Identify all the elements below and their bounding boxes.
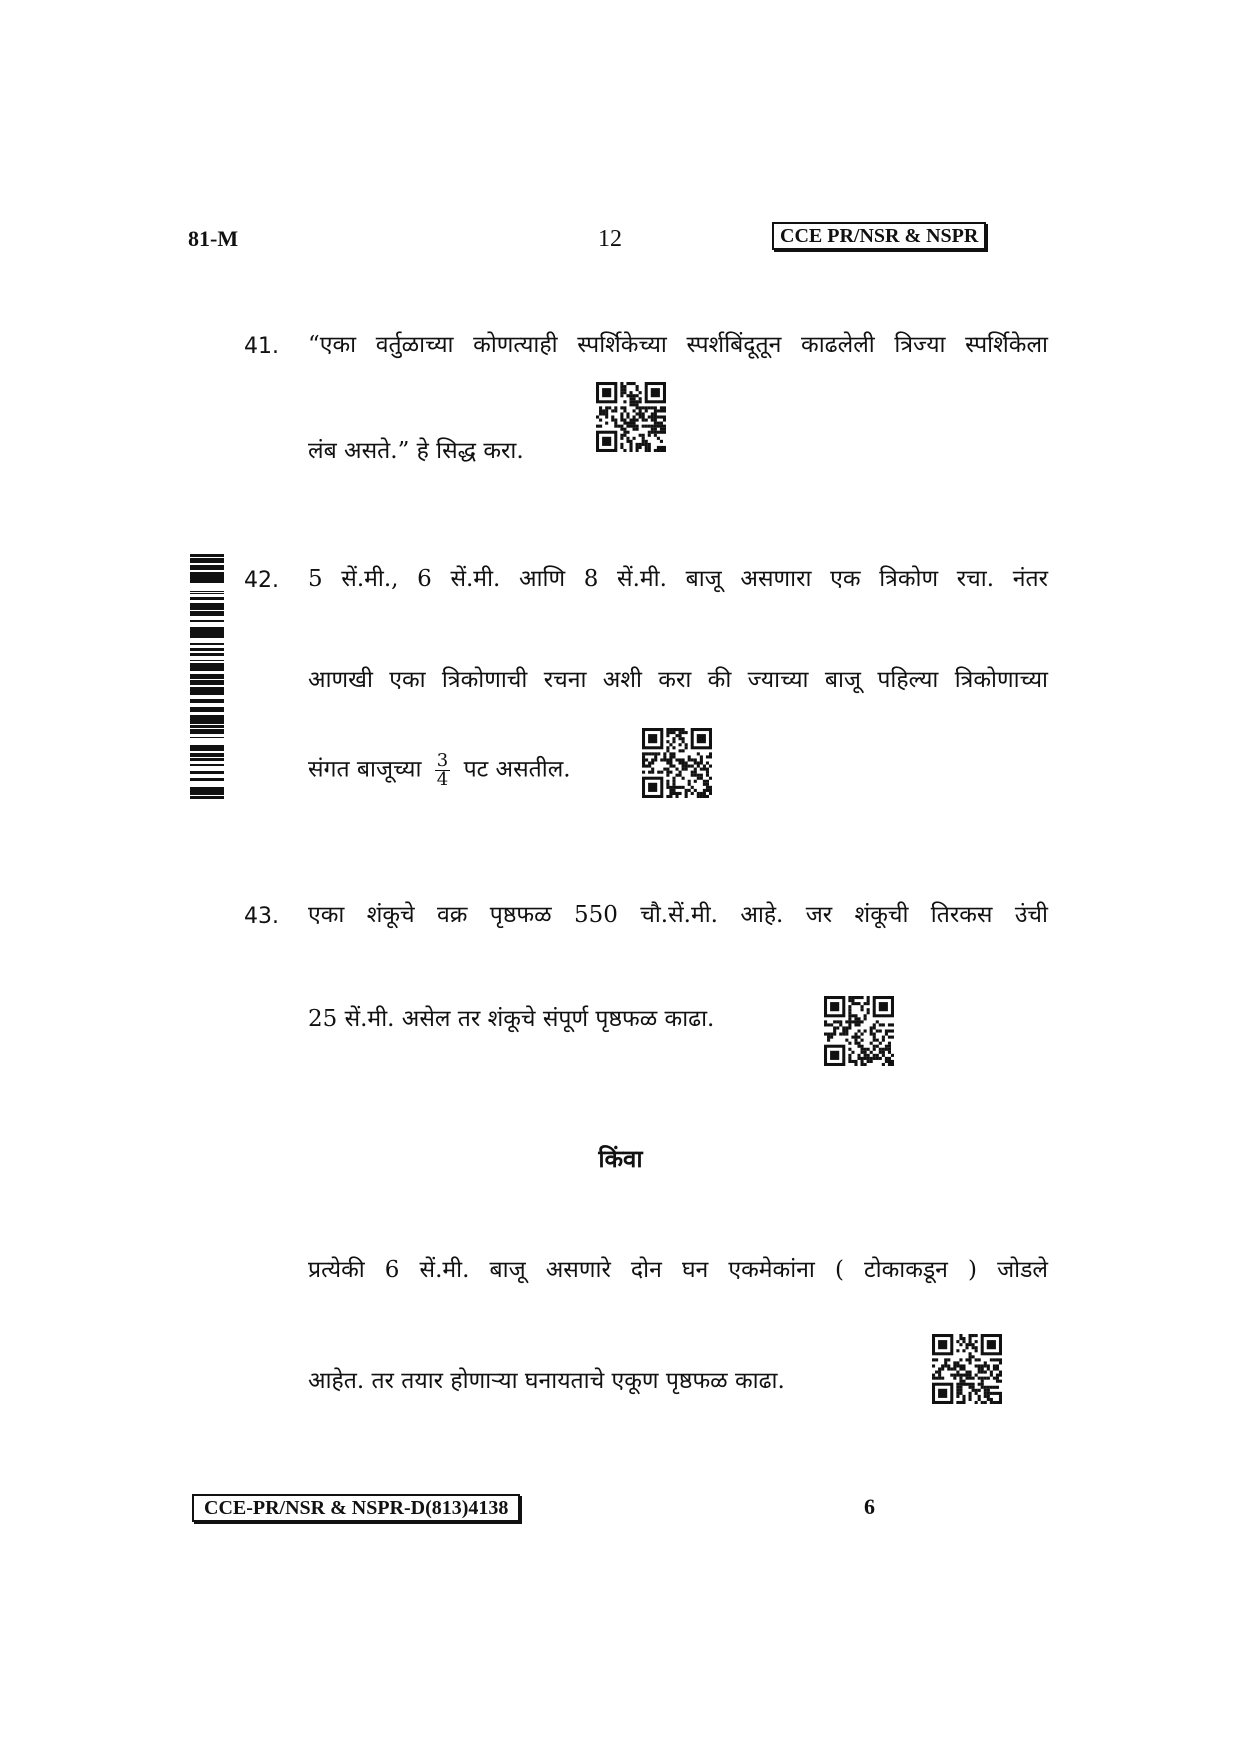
- qr-code-icon: [642, 728, 712, 798]
- question-43-line-1: एका शंकूचे वक्र पृष्ठफळ 550 चौ.सें.मी. आहे. जर शंकूची तिरकस उंची: [308, 902, 1048, 928]
- fraction-denominator: 4: [436, 769, 449, 790]
- header-page-number: 12: [598, 226, 622, 252]
- barcode-icon: [190, 553, 224, 799]
- footer-number: 6: [864, 1494, 875, 1519]
- alternative-line-1: प्रत्येकी 6 सें.मी. बाजू असणारे दोन घन एकमेकांना ( टोकाकडून ) जोडले: [308, 1257, 1048, 1283]
- question-42-line-3-before: संगत बाजूच्या: [308, 756, 422, 783]
- header-exam-code: CCE PR/NSR & NSPR: [772, 222, 986, 250]
- alternative-line-2: आहेत. तर तयार होणाऱ्या घनायताचे एकूण पृष्ठफळ काढा.: [308, 1368, 785, 1394]
- fraction-numerator: 3: [436, 750, 449, 771]
- question-42-line-3-after: पट असतील.: [463, 756, 571, 783]
- question-42-number: 42.: [244, 568, 279, 593]
- header-paper-code: 81-M: [188, 226, 239, 251]
- qr-code-icon: [932, 1334, 1002, 1404]
- question-42-line-2: आणखी एका त्रिकोणाची रचना अशी करा की ज्याच्या बाजू पहिल्या त्रिकोणाच्या: [308, 667, 1048, 693]
- or-separator: किंवा: [598, 1144, 643, 1173]
- fraction-three-quarters: [435, 752, 450, 789]
- question-43-line-2: 25 सें.मी. असेल तर शंकूचे संपूर्ण पृष्ठफळ काढा.: [308, 1006, 715, 1032]
- question-42-line-3: [308, 752, 571, 789]
- question-41-line-2: लंब असते.” हे सिद्ध करा.: [308, 438, 524, 464]
- footer-code: CCE-PR/NSR & NSPR-D(813)4138: [192, 1494, 520, 1522]
- question-41-line-1: “एका वर्तुळाच्या कोणत्याही स्पर्शिकेच्या स्पर्शबिंदूतून काढलेली त्रिज्या स्पर्शिकेला: [308, 332, 1048, 358]
- question-43-number: 43.: [244, 904, 279, 929]
- question-41-number: 41.: [244, 334, 279, 359]
- qr-code-icon: [596, 382, 666, 452]
- qr-code-icon: [824, 996, 894, 1066]
- question-42-line-1: 5 सें.मी., 6 सें.मी. आणि 8 सें.मी. बाजू असणारा एक त्रिकोण रचा. नंतर: [308, 566, 1048, 592]
